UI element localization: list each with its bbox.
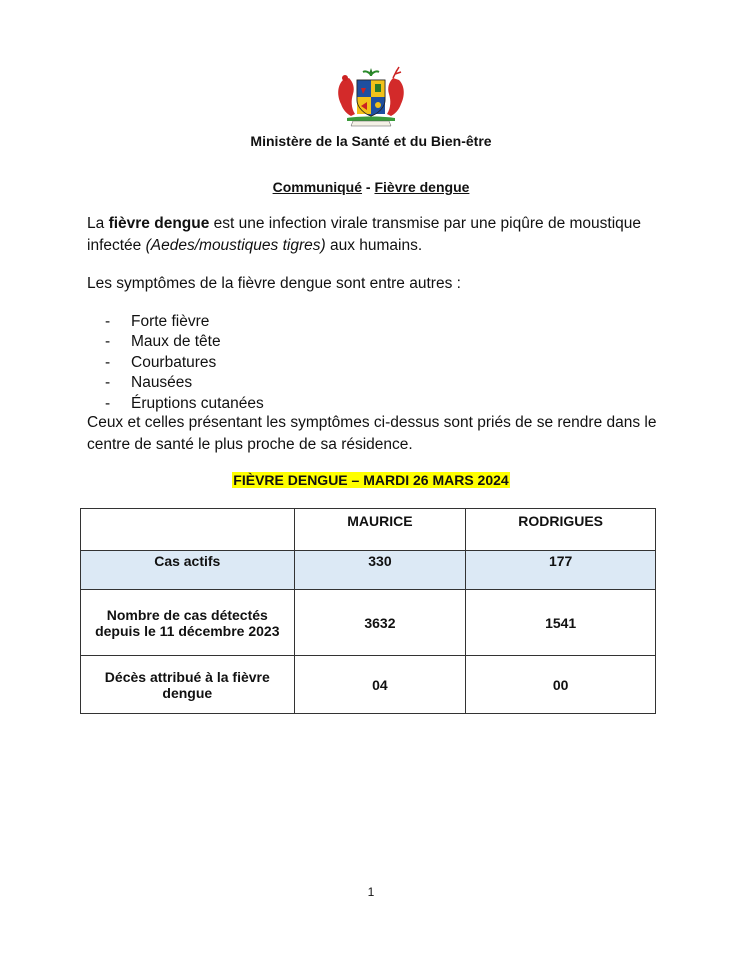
table-header-row <box>81 509 656 551</box>
intro-paragraph <box>87 213 667 257</box>
table-title-highlight: FIÈVRE DENGUE – MARDI 26 MARS 2024 <box>233 472 509 488</box>
cell-rodrigues: 177 <box>466 551 656 590</box>
row-label: Cas actifs <box>81 551 295 590</box>
cell-maurice: 04 <box>294 656 466 714</box>
communique-title <box>0 179 742 195</box>
intro-lead: La <box>87 215 109 232</box>
symptoms-intro: Les symptômes de la fièvre dengue sont entre autres : <box>87 275 461 292</box>
table-row <box>81 551 656 590</box>
cell-rodrigues: 00 <box>466 656 656 714</box>
header-cell-rodrigues: RODRIGUES <box>466 509 656 551</box>
symptom-label: Courbatures <box>131 353 217 371</box>
symptoms-list <box>105 312 264 414</box>
cell-maurice: 3632 <box>294 590 466 656</box>
table-title <box>0 472 742 488</box>
list-item: - Nausées <box>105 374 193 392</box>
list-item: - Maux de tête <box>105 333 221 351</box>
list-item: - Forte fièvre <box>105 313 210 330</box>
ministry-heading: Ministère de la Santé et du Bien-être <box>250 133 492 149</box>
symptom-label: Forte fièvre <box>131 313 210 330</box>
cell-maurice: 330 <box>294 551 466 590</box>
coat-of-arms-logo <box>333 66 409 128</box>
intro-vector: (Aedes/moustiques tigres) <box>145 237 326 254</box>
symptom-label: Nausées <box>131 374 193 392</box>
communique-title-separator: - <box>362 179 375 195</box>
table-row <box>81 590 656 656</box>
dengue-stats-table <box>80 508 656 714</box>
page-number: 1 <box>367 885 375 899</box>
communique-title-subject: Fièvre dengue <box>374 179 470 195</box>
intro-term: fièvre dengue <box>108 215 210 232</box>
cell-rodrigues: 1541 <box>466 590 656 656</box>
communique-title-label: Communiqué <box>272 179 363 195</box>
intro-rest: est une infection virale transmise par une piqûre de moustique infectée <box>87 215 642 254</box>
intro-end: aux humains. <box>325 237 423 254</box>
list-item: - Éruptions cutanées <box>105 394 264 412</box>
advice-paragraph: Ceux et celles présentant les symptômes ci-dessus sont priés de se rendre dans le centre de santé le plus proche de sa résidence. <box>87 414 657 453</box>
list-item: - Courbatures <box>105 353 217 371</box>
table-row <box>81 656 656 714</box>
symptom-label: Maux de tête <box>131 333 221 351</box>
header-cell-maurice: MAURICE <box>294 509 466 551</box>
row-label: Nombre de cas détectés depuis le 11 décembre 2023 <box>81 590 295 656</box>
header-cell-empty <box>81 509 295 551</box>
row-label: Décès attribué à la fièvre dengue <box>81 656 295 714</box>
symptom-label: Éruptions cutanées <box>131 394 264 412</box>
